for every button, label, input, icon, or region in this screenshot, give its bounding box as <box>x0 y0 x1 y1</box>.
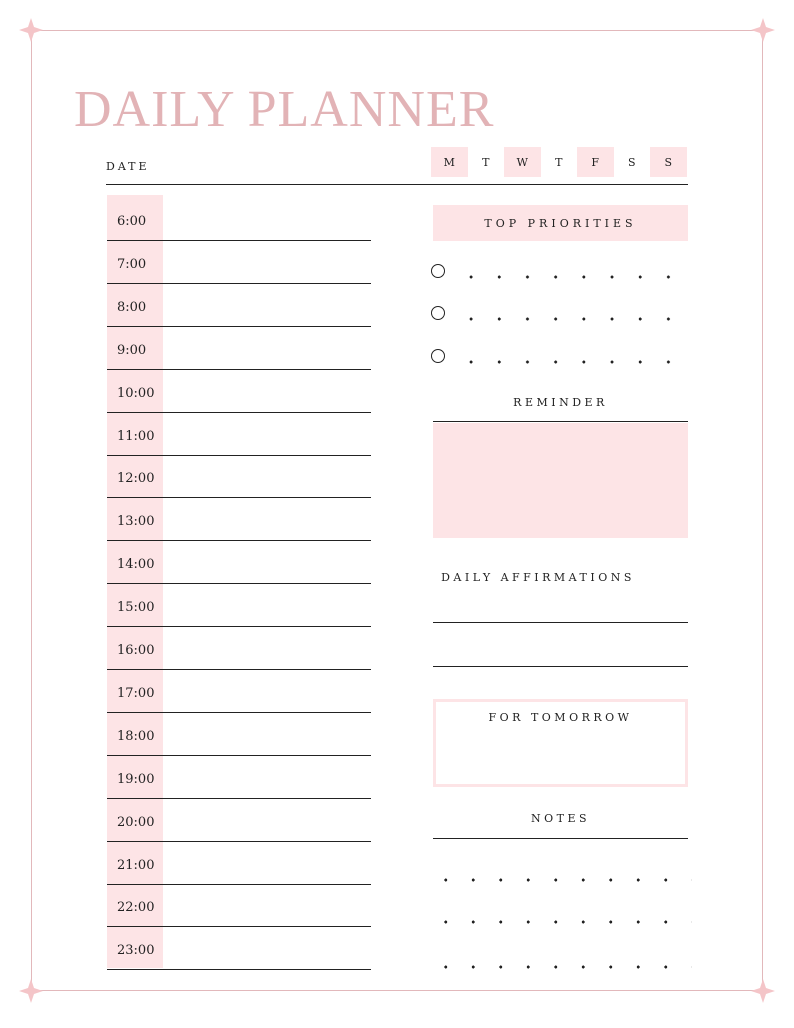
time-label: 16:00 <box>117 643 155 658</box>
schedule-row[interactable] <box>107 627 371 670</box>
schedule-row[interactable] <box>107 198 371 241</box>
dotted-line <box>457 317 687 321</box>
schedule-row[interactable] <box>107 713 371 756</box>
schedule-row[interactable] <box>107 799 371 842</box>
schedule-row[interactable] <box>107 241 371 284</box>
daily-affirmations-heading: DAILY AFFIRMATIONS <box>441 571 635 584</box>
time-label: 15:00 <box>117 600 155 616</box>
time-label: 7:00 <box>117 256 147 272</box>
schedule-row[interactable] <box>107 284 371 327</box>
time-label: 21:00 <box>117 857 155 873</box>
checkbox-circle-icon[interactable] <box>431 264 445 278</box>
dotted-line <box>457 360 687 364</box>
weekday-3[interactable]: T <box>555 155 563 169</box>
time-label: 19:00 <box>117 771 155 787</box>
corner-star-icon <box>19 979 43 1003</box>
priority-item[interactable] <box>431 349 691 369</box>
time-label: 22:00 <box>117 900 155 916</box>
time-label: 9:00 <box>117 342 147 358</box>
weekday-1[interactable]: T <box>482 155 490 169</box>
schedule-row[interactable] <box>107 541 371 584</box>
schedule-row[interactable] <box>107 498 371 541</box>
time-label: 11:00 <box>117 428 155 444</box>
for-tomorrow-box[interactable] <box>433 699 688 787</box>
schedule-row[interactable] <box>107 584 371 627</box>
date-label: DATE <box>106 160 150 173</box>
notes-dotted-line[interactable] <box>432 878 692 882</box>
checkbox-circle-icon[interactable] <box>431 306 445 320</box>
page-title: DAILY PLANNER <box>74 81 495 138</box>
time-label: 12:00 <box>117 471 155 487</box>
time-label: 17:00 <box>117 685 155 701</box>
notes-dotted-line[interactable] <box>432 965 692 969</box>
weekday-5[interactable]: S <box>627 155 636 169</box>
weekday-4[interactable]: F <box>577 147 614 177</box>
weekday-0[interactable]: M <box>431 147 468 177</box>
top-priorities-heading: TOP PRIORITIES <box>433 205 688 241</box>
time-label: 10:00 <box>117 385 155 401</box>
reminder-box[interactable] <box>433 423 688 538</box>
time-label: 23:00 <box>117 943 155 959</box>
corner-star-icon <box>19 18 43 42</box>
schedule-row[interactable] <box>107 327 371 370</box>
reminder-rule <box>433 421 688 422</box>
time-label: 13:00 <box>117 514 155 530</box>
affirmation-line[interactable] <box>433 622 688 623</box>
time-label: 18:00 <box>117 728 155 744</box>
reminder-heading: REMINDER <box>513 396 608 409</box>
schedule-row[interactable] <box>107 927 371 970</box>
weekday-2[interactable]: W <box>504 147 541 177</box>
schedule-row[interactable] <box>107 756 371 799</box>
schedule-row[interactable] <box>107 884 371 927</box>
priority-item[interactable] <box>431 264 691 284</box>
notes-dotted-line[interactable] <box>432 920 692 924</box>
priority-item[interactable] <box>431 306 691 326</box>
notes-rule <box>433 838 688 839</box>
weekday-selector <box>431 147 687 177</box>
affirmation-line[interactable] <box>433 666 688 667</box>
weekday-6[interactable]: S <box>650 147 687 177</box>
notes-heading: NOTES <box>530 812 591 825</box>
corner-star-icon <box>751 979 775 1003</box>
schedule-row[interactable] <box>107 413 371 456</box>
schedule-row[interactable] <box>107 842 371 885</box>
time-label: 20:00 <box>117 814 155 830</box>
date-field[interactable] <box>106 184 688 185</box>
schedule-row[interactable] <box>107 455 371 498</box>
corner-star-icon <box>751 18 775 42</box>
time-label: 14:00 <box>117 557 155 573</box>
for-tomorrow-heading: FOR TOMORROW <box>488 711 633 724</box>
checkbox-circle-icon[interactable] <box>431 349 445 363</box>
time-label: 6:00 <box>117 214 147 229</box>
schedule-row[interactable] <box>107 670 371 713</box>
schedule-row[interactable] <box>107 370 371 413</box>
dotted-line <box>457 275 687 279</box>
time-label: 8:00 <box>117 299 147 315</box>
